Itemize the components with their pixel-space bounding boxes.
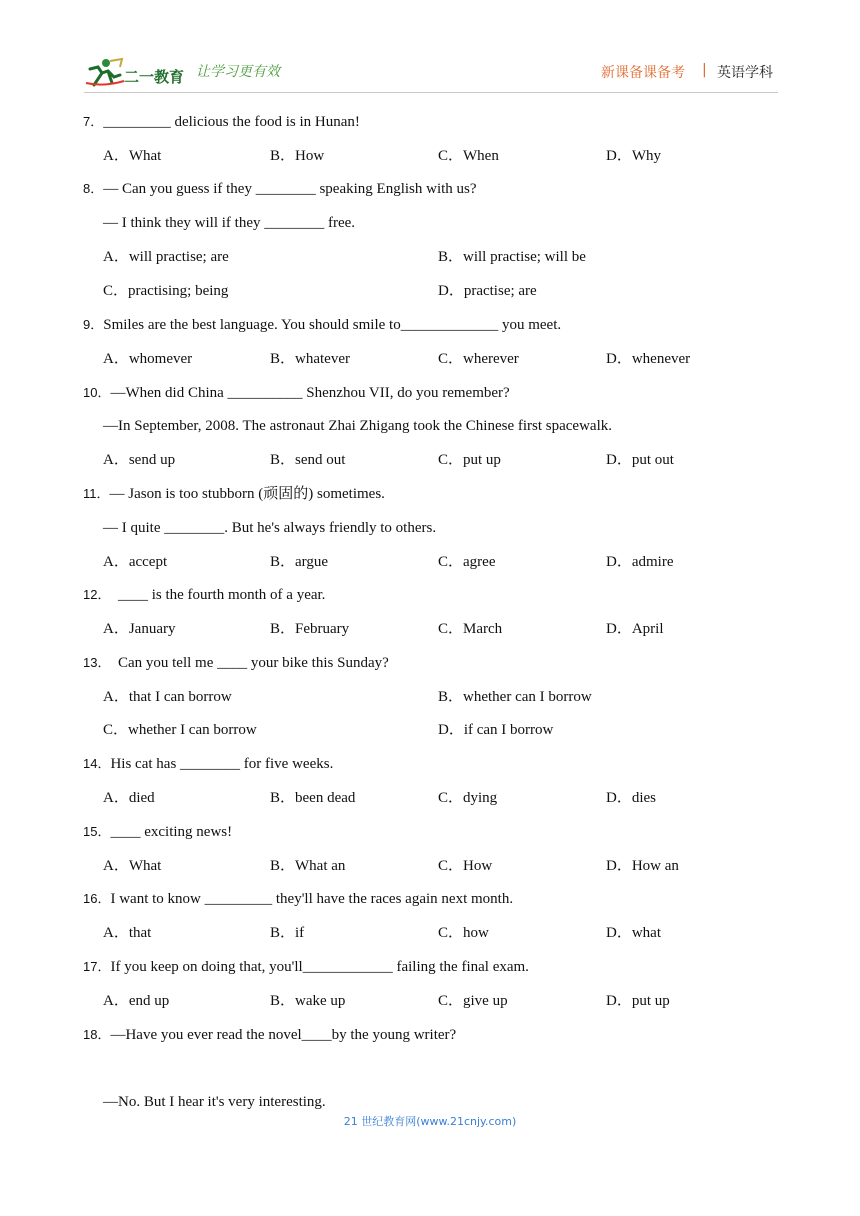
question-17: 17．If you keep on doing that, you'll____________ failing the final exam. xyxy=(83,959,529,975)
question-11: 11．— Jason is too stubborn (顽固的) sometimes. xyxy=(83,486,385,502)
q14-option-b: B．been dead xyxy=(270,790,356,806)
q10-option-b: B．send out xyxy=(270,452,346,468)
q17-option-a: A．end up xyxy=(103,993,170,1009)
q14-option-a: A．died xyxy=(103,790,155,806)
header-separator: | xyxy=(702,62,707,78)
question-15: 15．____ exciting news! xyxy=(83,824,233,840)
q12-option-c: C．March xyxy=(438,621,503,637)
q11-option-c: C．agree xyxy=(438,554,496,570)
question-13: 13． Can you tell me ____ your bike this Sunday? xyxy=(83,655,389,671)
question-10: 10．—When did China __________ Shenzhou VII, do you remember? xyxy=(83,385,510,401)
q10-option-d: D．put out xyxy=(606,452,674,468)
q7-option-c: C．When xyxy=(438,148,499,164)
q15-option-c: C．How xyxy=(438,858,493,874)
header-divider xyxy=(84,92,778,93)
q15-option-a: A．What xyxy=(103,858,162,874)
header-right-title: 新课备课备考 xyxy=(601,65,685,81)
q11-option-a: A．accept xyxy=(103,554,168,570)
question-7: 7．_________ delicious the food is in Hunan! xyxy=(83,114,360,130)
q8-option-b: B．will practise; will be xyxy=(438,249,586,265)
q12-option-b: B．February xyxy=(270,621,350,637)
page-footer: 21 世纪教育网(www.21cnjy.com) xyxy=(343,1115,517,1128)
q8-option-a: A．will practise; are xyxy=(103,249,229,265)
q10-option-a: A．send up xyxy=(103,452,176,468)
q14-option-d: D．dies xyxy=(606,790,656,806)
q7-option-d: D．Why xyxy=(606,148,661,164)
question-18: 18．—Have you ever read the novel____by the young writer? xyxy=(83,1027,457,1043)
q9-option-d: D．whenever xyxy=(606,351,691,367)
page-header xyxy=(0,0,860,100)
q7-option-b: B．How xyxy=(270,148,325,164)
q16-option-b: B．if xyxy=(270,925,305,941)
q13-option-d: D．if can I borrow xyxy=(438,722,554,738)
question-8-line-2: — I think they will if they ________ free. xyxy=(103,215,356,231)
question-18-line-2: —No. But I hear it's very interesting. xyxy=(103,1094,326,1110)
q11-option-d: D．admire xyxy=(606,554,674,570)
q15-option-b: B．What an xyxy=(270,858,346,874)
q17-option-b: B．wake up xyxy=(270,993,346,1009)
question-16: 16．I want to know _________ they'll have the races again next month. xyxy=(83,891,514,907)
q11-option-b: B．argue xyxy=(270,554,329,570)
question-11-line-2: — I quite ________. But he's always friendly to others. xyxy=(103,520,437,536)
q17-option-c: C．give up xyxy=(438,993,508,1009)
q8-option-c: C．practising; being xyxy=(103,283,229,299)
header-subject: 英语学科 xyxy=(717,65,773,81)
q16-option-c: C．how xyxy=(438,925,489,941)
question-8: 8．— Can you guess if they ________ speaking English with us? xyxy=(83,181,477,197)
q14-option-c: C．dying xyxy=(438,790,498,806)
q16-option-a: A．that xyxy=(103,925,152,941)
q7-option-a: A．What xyxy=(103,148,162,164)
question-12: 12． ____ is the fourth month of a year. xyxy=(83,587,326,603)
q13-option-a: A．that I can borrow xyxy=(103,689,232,705)
q10-option-c: C．put up xyxy=(438,452,501,468)
question-14: 14．His cat has ________ for five weeks. xyxy=(83,756,334,772)
q17-option-d: D．put up xyxy=(606,993,670,1009)
svg-text:二一教育: 二一教育 xyxy=(124,68,185,86)
slogan: 让学习更有效 xyxy=(196,64,280,80)
q16-option-d: D．what xyxy=(606,925,661,941)
q13-option-c: C．whether I can borrow xyxy=(103,722,257,738)
q12-option-d: D．April xyxy=(606,621,664,637)
question-10-line-2: —In September, 2008. The astronaut Zhai Zhigang took the Chinese first spacewalk. xyxy=(103,418,612,434)
q13-option-b: B．whether can I borrow xyxy=(438,689,592,705)
q9-option-c: C．wherever xyxy=(438,351,519,367)
q15-option-d: D．How an xyxy=(606,858,679,874)
logo-icon xyxy=(84,57,194,89)
q9-option-b: B．whatever xyxy=(270,351,350,367)
q8-option-d: D．practise; are xyxy=(438,283,537,299)
q9-option-a: A．whomever xyxy=(103,351,193,367)
question-9: 9．Smiles are the best language. You should smile to_____________ you meet. xyxy=(83,317,562,333)
q12-option-a: A．January xyxy=(103,621,176,637)
